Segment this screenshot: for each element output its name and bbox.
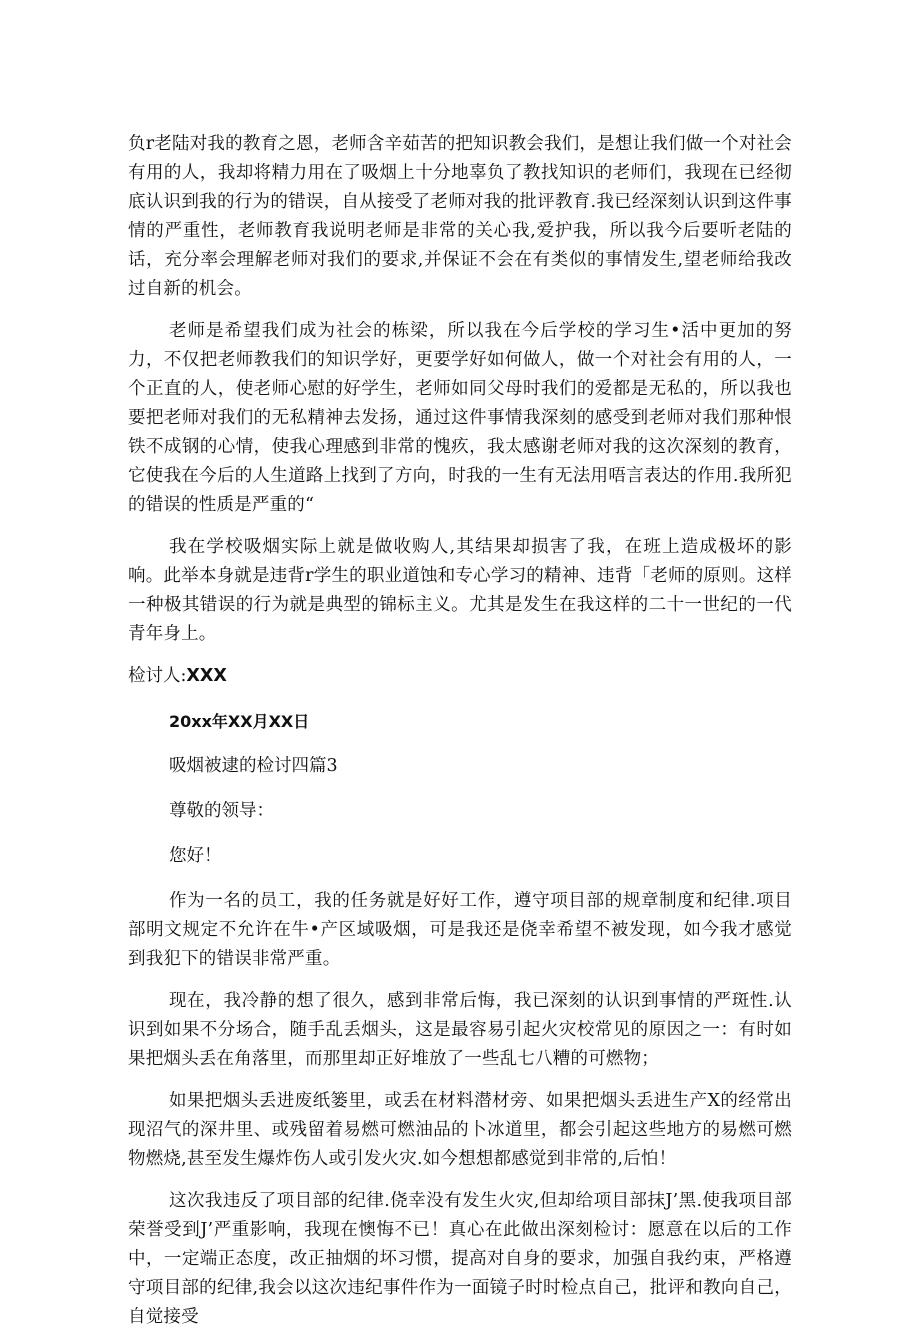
paragraph-2: 老师是希望我们成为社会的栋梁，所以我在今后学校的学习生•活中更加的努力，不仅把老师教我们的知识学好，更要学好如何做人，做一个对社会有用的人，一个正直的人，使老师心慰的好学生，老师如同父母时我们的爱都是无私的，所以我也要把老师对我们的无私精神去发扬，通过这件事情我深刻的感受到老师对我们那种恨铁不成钢的心情，使我心理感到非常的愧疚，我太感谢老师对我的这次深刻的教育，它使我在今后的人生道路上找到了方向，时我的一生有无法用唔言表达的作用.我所犯的错误的性质是严重的“ — [128, 321, 792, 515]
greeting: 您好！ — [169, 846, 222, 866]
salutation: 尊敬的领导： — [169, 801, 274, 821]
signature-line — [128, 662, 792, 691]
signature-label: 检讨人: — [128, 666, 187, 686]
document-page — [128, 126, 792, 1332]
paragraph-5: 现在，我冷静的想了很久，感到非常后悔，我已深刻的认识到事情的严斑性.认识到如果不分场合，随手乱丢烟头，这是最容易引起火灾校常见的原因之一：有时如果把烟头丢在角落里，而那里却正好堆放了一些乱七八糟的可燃物； — [128, 991, 792, 1069]
date-line: 20xx年XX月XX日 — [169, 712, 310, 731]
paragraph-7: 这次我违反了项目部的纪律.侥幸没有发生火灾,但却给项目部抹J’黑.使我项目部荣誉受到J’严重影响，我现在懊悔不已！真心在此做出深刻检讨：愿意在以后的工作中，一定端正态度，改正抽烟的坏习惯，提高对自身的要求，加强自我约束，严格遵守项目部的纪律,我会以这次违纪事件作为一面镜子时时检点自己，批评和教向自己，自觉接受 — [128, 1191, 792, 1327]
signature-name: XXX — [186, 666, 227, 686]
paragraph-1: 负r老陆对我的教育之恩，老师含辛茹苦的把知识教会我们，是想让我们做一个对社会有用的人，我却将精力用在了吸烟上十分地辜负了教找知识的老师们，我现在已经彻底认识到我的行为的错误，自从接受了老师对我的批评教育.我已经深刻认识到这件事情的严重性，老师教育我说明老师是非常的关心我,爱护我，所以我今后要听老陆的话，充分率会理解老师对我们的要求,并保证不会在有类似的事情发生,望老师给我改过自新的机会。 — [128, 134, 792, 299]
paragraph-4: 作为一名的员工，我的任务就是好好工作，遵守项目部的规章制度和纪律.项目部明文规定不允许在牛•产区域吸烟，可是我还是侥幸希望不被发现，如今我才感觉到我犯下的错误非常严重。 — [128, 891, 792, 969]
paragraph-3: 我在学校吸烟实际上就是做收购人,其结果却损害了我，在班上造成极坏的影响。此举本身就是违背r学生的职业道蚀和专心学习的精神、违背「老师的原则。这样一种极其错误的行为就是典型的锦标主义。尤其是发生在我这样的二十一世纪的一代青年身上。 — [128, 537, 792, 644]
document-title: 吸烟被逮的检讨四篇3 — [169, 756, 338, 776]
paragraph-6: 如果把烟头丢进废纸篓里，或丢在材料潜材旁、如果把烟头丢进生产X的经常出现沼气的深井里、或残留着易燃可燃油品的卜冰道里，都会引起这些地方的易燃可燃物燃烧,甚至发生爆炸伤人或引发火灾.如今想想都感觉到非常的,后怕！ — [128, 1091, 792, 1169]
